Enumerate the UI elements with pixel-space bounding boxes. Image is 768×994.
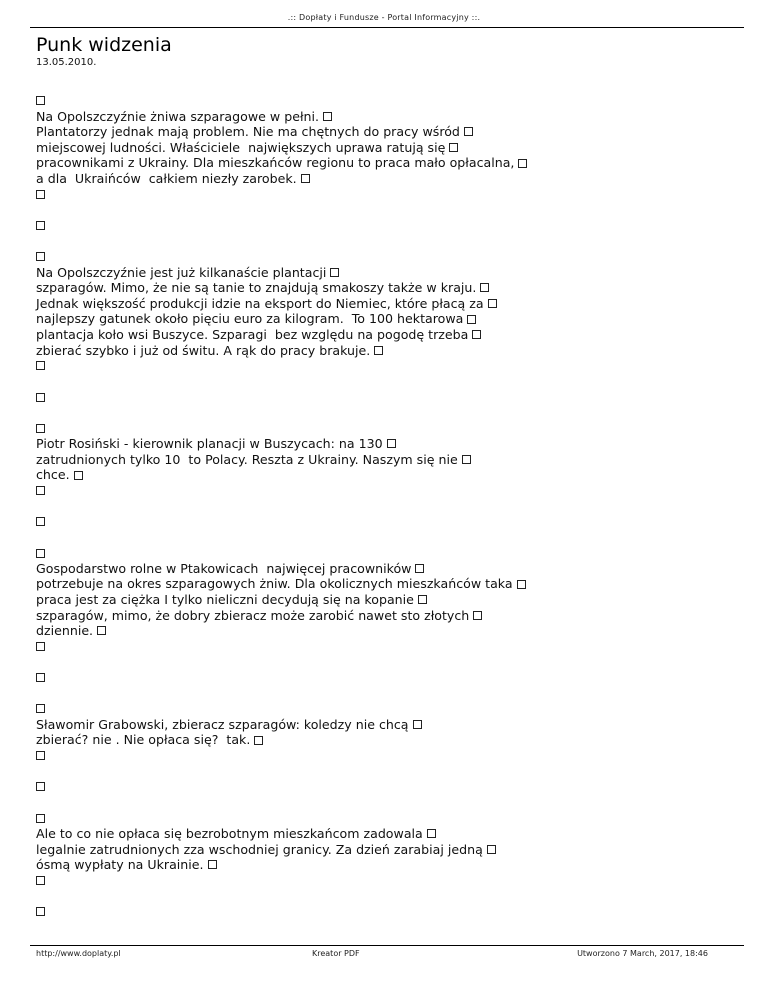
- paragraph-line: [36, 717, 736, 733]
- placeholder-glyph-line: [36, 748, 736, 764]
- paragraph-line-text: szparagów. Mimo, że nie są tanie to znajdują smakoszy także w kraju.: [36, 280, 477, 296]
- paragraph-line: [36, 327, 736, 343]
- footer-created: Utworzono 7 March, 2017, 18:46: [577, 949, 708, 958]
- paragraph-spacer: [36, 654, 736, 670]
- missing-glyph-box-icon: [323, 112, 332, 121]
- article-paragraph: [36, 545, 736, 654]
- missing-glyph-box-icon: [427, 829, 436, 838]
- placeholder-glyph-line: [36, 545, 736, 561]
- paragraph-line-text: zbierać? nie . Nie opłaca się? tak.: [36, 732, 251, 748]
- paragraph-line: [36, 857, 736, 873]
- missing-glyph-box-icon: [36, 393, 45, 402]
- missing-glyph-box-icon: [415, 564, 424, 573]
- placeholder-glyph-line: [36, 810, 736, 826]
- paragraph-line: [36, 576, 736, 592]
- missing-glyph-box-icon: [36, 190, 45, 199]
- footer-url[interactable]: http://www.doplaty.pl: [36, 949, 121, 958]
- paragraph-spacer: [36, 202, 736, 218]
- missing-glyph-box-icon: [517, 580, 526, 589]
- paragraph-line-text: plantacja koło wsi Buszyce. Szparagi bez względu na pogodę trzeba: [36, 326, 469, 342]
- paragraph-line-text: szparagów, mimo, że dobry zbieracz może zarobić nawet sto złotych: [36, 607, 470, 623]
- paragraph-spacer: [36, 233, 736, 249]
- site-header-title: .:: Dopłaty i Fundusze - Portal Informacyjny ::.: [287, 13, 481, 22]
- paragraph-line: [36, 608, 736, 624]
- paragraph-line-text: Piotr Rosiński - kierownik planacji w Buszycach: na 130: [36, 436, 383, 452]
- paragraph-line-text: zbierać szybko i już od świtu. A rąk do pracy brakuje.: [36, 342, 371, 358]
- paragraph-line-text: Plantatorzy jednak mają problem. Nie ma chętnych do pracy wśród: [36, 124, 460, 140]
- missing-glyph-box-icon: [488, 299, 497, 308]
- missing-glyph-box-icon: [36, 252, 45, 261]
- paragraph-line: [36, 842, 736, 858]
- paragraph-line-text: chce.: [36, 467, 70, 483]
- paragraph-spacer: [36, 374, 736, 390]
- missing-glyph-box-icon: [36, 361, 45, 370]
- placeholder-glyph-line: [36, 187, 736, 203]
- paragraph-line: [36, 311, 736, 327]
- missing-glyph-box-icon: [374, 346, 383, 355]
- paragraph-line: [36, 826, 736, 842]
- placeholder-glyph-line: [36, 514, 736, 530]
- missing-glyph-box-icon: [301, 174, 310, 183]
- paragraph-line: [36, 280, 736, 296]
- placeholder-glyph-line: [36, 483, 736, 499]
- paragraph-line: [36, 124, 736, 140]
- missing-glyph-box-icon: [330, 268, 339, 277]
- missing-glyph-box-icon: [97, 626, 106, 635]
- paragraph-line: [36, 265, 736, 281]
- missing-glyph-box-icon: [473, 611, 482, 620]
- paragraph-line-text: zatrudnionych tylko 10 to Polacy. Reszta z Ukrainy. Naszym się nie: [36, 451, 458, 467]
- missing-glyph-box-icon: [462, 455, 471, 464]
- paragraph-line-text: ósmą wypłaty na Ukrainie.: [36, 857, 204, 873]
- paragraph-line: [36, 592, 736, 608]
- paragraph-line: [36, 732, 736, 748]
- paragraph-line-text: najlepszy gatunek około pięciu euro za kilogram. To 100 hektarowa: [36, 311, 464, 327]
- missing-glyph-box-icon: [36, 751, 45, 760]
- placeholder-glyph-line: [36, 779, 736, 795]
- missing-glyph-box-icon: [472, 330, 481, 339]
- footer-generator: Kreator PDF: [312, 949, 360, 958]
- paragraph-line-text: pracownikami z Ukrainy. Dla mieszkańców regionu to praca mało opłacalna,: [36, 155, 515, 171]
- paragraph-line-text: miejscowej ludności. Właściciele największych uprawa ratują się: [36, 139, 446, 155]
- missing-glyph-box-icon: [467, 315, 476, 324]
- article-paragraph: [36, 810, 736, 888]
- missing-glyph-box-icon: [36, 642, 45, 651]
- paragraph-line-text: Ale to co nie opłaca się bezrobotnym mieszkańcom zadowala: [36, 825, 423, 841]
- placeholder-glyph-line: [36, 670, 736, 686]
- missing-glyph-box-icon: [487, 845, 496, 854]
- missing-glyph-box-icon: [36, 424, 45, 433]
- missing-glyph-box-icon: [518, 159, 527, 168]
- paragraph-spacer: [36, 764, 736, 780]
- paragraph-line-text: dziennie.: [36, 623, 94, 639]
- paragraph-line: [36, 343, 736, 359]
- missing-glyph-box-icon: [36, 673, 45, 682]
- paragraph-spacer: [36, 888, 736, 904]
- placeholder-glyph-line: [36, 93, 736, 109]
- article-paragraph: [36, 93, 736, 202]
- paragraph-line-text: Jednak większość produkcji idzie na eksport do Niemiec, które płacą za: [36, 295, 484, 311]
- missing-glyph-box-icon: [36, 221, 45, 230]
- paragraph-line: [36, 296, 736, 312]
- paragraph-spacer: [36, 498, 736, 514]
- paragraph-line: [36, 452, 736, 468]
- missing-glyph-box-icon: [36, 782, 45, 791]
- paragraph-spacer: [36, 919, 736, 935]
- article-date: 13.05.2010.: [36, 57, 97, 68]
- placeholder-glyph-line: [36, 639, 736, 655]
- article-body: [36, 93, 736, 935]
- paragraph-line: [36, 561, 736, 577]
- placeholder-glyph-line: [36, 904, 736, 920]
- missing-glyph-box-icon: [418, 595, 427, 604]
- article-paragraph: [36, 249, 736, 374]
- paragraph-line: [36, 436, 736, 452]
- paragraph-line-text: Na Opolszczyźnie jest już kilkanaście plantacji: [36, 264, 327, 280]
- missing-glyph-box-icon: [36, 907, 45, 916]
- placeholder-glyph-line: [36, 389, 736, 405]
- placeholder-glyph-line: [36, 358, 736, 374]
- missing-glyph-box-icon: [74, 471, 83, 480]
- paragraph-line-text: praca jest za ciężka I tylko nieliczni decydują się na kopanie: [36, 592, 414, 607]
- missing-glyph-box-icon: [36, 517, 45, 526]
- paragraph-line-text: legalnie zatrudnionych zza wschodniej granicy. Za dzień zarabiaj jedną: [36, 841, 483, 857]
- header-divider: [30, 27, 744, 28]
- missing-glyph-box-icon: [208, 860, 217, 869]
- paragraph-line-text: Na Opolszczyźnie żniwa szparagowe w pełni.: [36, 108, 320, 124]
- missing-glyph-box-icon: [464, 127, 473, 136]
- missing-glyph-box-icon: [254, 736, 263, 745]
- missing-glyph-box-icon: [36, 876, 45, 885]
- missing-glyph-box-icon: [36, 704, 45, 713]
- placeholder-glyph-line: [36, 218, 736, 234]
- placeholder-glyph-line: [36, 420, 736, 436]
- missing-glyph-box-icon: [449, 143, 458, 152]
- missing-glyph-box-icon: [36, 486, 45, 495]
- article-paragraph: [36, 701, 736, 763]
- paragraph-spacer: [36, 795, 736, 811]
- footer-divider: [30, 945, 744, 946]
- paragraph-line: [36, 155, 736, 171]
- article-paragraph: [36, 420, 736, 498]
- missing-glyph-box-icon: [387, 439, 396, 448]
- paragraph-line: [36, 140, 736, 156]
- placeholder-glyph-line: [36, 249, 736, 265]
- paragraph-spacer: [36, 686, 736, 702]
- paragraph-line-text: Gospodarstwo rolne w Ptakowicach najwięcej pracowników: [36, 560, 412, 576]
- missing-glyph-box-icon: [480, 283, 489, 292]
- paragraph-line-text: a dla Ukraińców całkiem niezły zarobek.: [36, 170, 297, 186]
- paragraph-line-text: potrzebuje na okres szparagowych żniw. Dla okolicznych mieszkańców taka: [36, 576, 513, 592]
- paragraph-line: [36, 109, 736, 125]
- paragraph-spacer: [36, 405, 736, 421]
- placeholder-glyph-line: [36, 701, 736, 717]
- paragraph-line: [36, 623, 736, 639]
- missing-glyph-box-icon: [36, 549, 45, 558]
- paragraph-line: [36, 171, 736, 187]
- paragraph-line-text: Sławomir Grabowski, zbieracz szparagów: koledzy nie chcą: [36, 716, 409, 732]
- missing-glyph-box-icon: [36, 96, 45, 105]
- article-title: Punk widzenia: [36, 34, 172, 56]
- paragraph-line: [36, 467, 736, 483]
- paragraph-spacer: [36, 530, 736, 546]
- missing-glyph-box-icon: [36, 814, 45, 823]
- missing-glyph-box-icon: [413, 720, 422, 729]
- placeholder-glyph-line: [36, 873, 736, 889]
